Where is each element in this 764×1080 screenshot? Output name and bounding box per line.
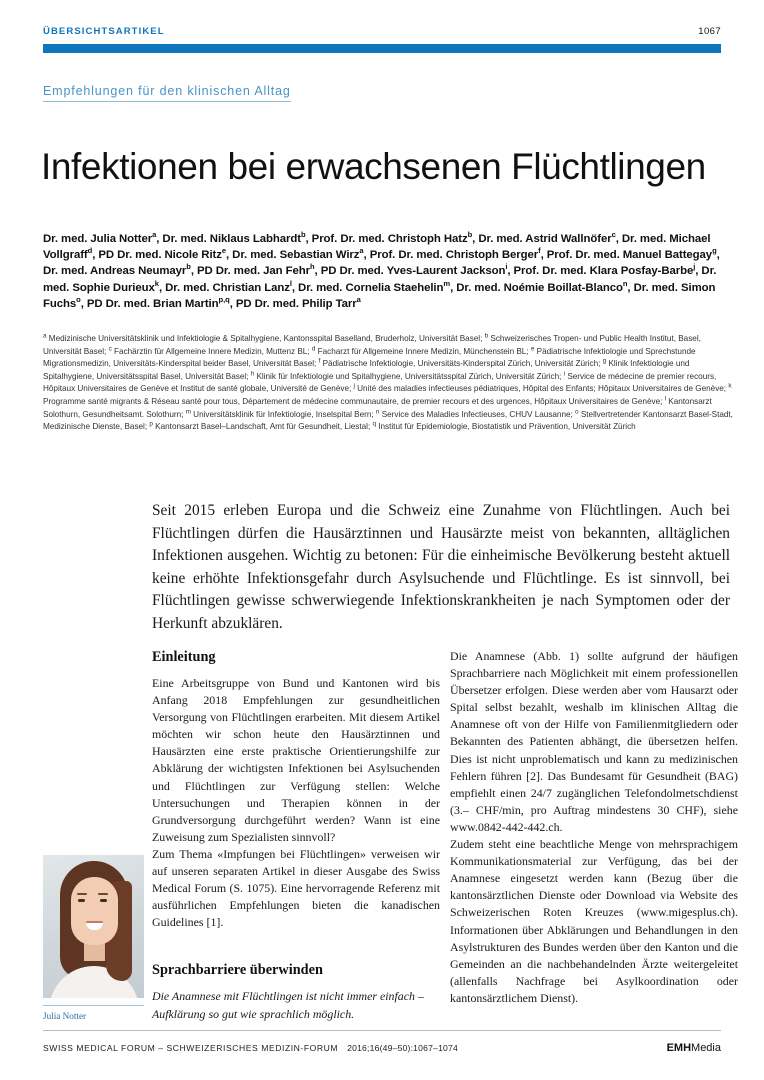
article-kicker: Empfehlungen für den klinischen Alltag: [43, 84, 291, 102]
author-photo: [43, 855, 144, 998]
running-head-rule: [43, 44, 721, 53]
body-column-left: [152, 648, 440, 1023]
photo-face: [71, 877, 118, 945]
left-paragraph-2: Zum Thema «Impfungen bei Flüchtlingen» verweisen wir auf unseren separaten Artikel in dieser Ausgabe des Swiss Medical Forum (S. 1075). Eine hervorragende Referenz mit ausführlichen Empfehlungen bieten die kanadischen Guidelines [1].: [152, 846, 440, 930]
page-footer: [43, 1042, 721, 1054]
lead-paragraph: Seit 2015 erleben Europa und die Schweiz eine Zunahme von Flüchtlingen. Auch bei Flüchtlingen dürfen die Hausärztinnen und Hausärzte meist von bekannten, alltäglichen Infektionen ausgehen. Wichtig zu betonen: Für die einheimische Bevölkerung besteht aktuell keine erhöhte Infektionsgefahr durch Asylsuchende und Flüchtlinge. Es ist sinnvoll, bei Flüchtlingen gewisse schwerwiegende Infektionskrankheiten je nach Symptomen oder der Herkunft abzuklären.: [152, 502, 730, 632]
footer-journal-title: SWISS MEDICAL FORUM – SCHWEIZERISCHES MEDIZIN-FORUM: [43, 1043, 339, 1053]
footer-divider: [43, 1030, 721, 1031]
affiliation-list: $^a$ Medizinische Universitätsklinik und Infektiologie & Spitalhygiene, Kantonsspital Baselland, Bruderholz, Universität Basel; $^b$ Schweizerisches Tropen- und Public Health Institut, Basel, Universität Basel; $^c$ Fachärztin für Allgemeine Innere Medizin, Muttenz BL; $^d$ Facharzt für Allgemeine Innere Medizin, Münchenstein BL; $^e$ Pädiatrische Infektiologie und Sprechstunde Migrationsmedizin, Universitäts-Kinderspital beider Basel, Universität Basel; $^f$ Pädiatrische Infektiologie, Universitäts-Kinderspital Zürich, Universität Zürich; $^g$ Klinik Infektiologie und Spitalhygiene, Universitätsspital Basel, Universität Basel; $^h$ Klinik für Infektiologie und Spitalhygiene, Universitätsspital Zürich, Universität Zürich; $^i$ Service de médecine de premier recours, Hôpitaux Universitaires de Genève et Institut de santé globale, Université de Genève; $^j$ Unité des maladies infectieuses pédiatriques, Hôpital des Enfants; Hôpitaux Universitaires de Genève; $^k$ Programme santé migrants & Réseau santé pour tous, Département de médecine communautaire, de premier recours et des urgences, Hôpitaux Universitaires de Genève; $^l$ Kantonsarzt Solothurn, Gesundheitsamt. Solothurn; $^m$ Universitätsklinik für Infektiologie, Inselspital Bern; $^n$ Service des Maladies Infectieuses, CHUV Lausanne; $^o$ Stellvertretender Kantonsarzt Basel-Stadt, Medizinische Dienste, Basel; $^p$ Kantonsarzt Basel–Landschaft, Amt für Gesundheit, Liestal; $^q$ Institut für Epidemiologie, Biostatistik und Prävention, Universität Zürich: [43, 332, 733, 432]
portrait-caption: Julia Notter: [43, 1011, 87, 1021]
running-head-label: ÜBERSICHTSARTIKEL: [43, 26, 165, 37]
publisher-logo: [667, 1042, 721, 1054]
photo-brow-left: [77, 893, 87, 895]
author-list: Dr. med. Julia Notter$^a$, Dr. med. Niklaus Labhardt$^b$, Prof. Dr. med. Christoph Hatz$^b$, Dr. med. Astrid Wallnöfer$^c$, Dr. med. Michael Vollgraff$^d$, PD Dr. med. Nicole Ritz$^e$, Dr. med. Sebastian Wirz$^a$, Prof. Dr. med. Christoph Berger$^f$, Prof. Dr. med. Manuel Battegay$^g$, Dr. med. Andreas Neumayr$^b$, PD Dr. med. Jan Fehr$^h$, PD Dr. med. Yves-Laurent Jackson$^i$, Prof. Dr. med. Klara Posfay-Barbe$^j$, Dr. med. Sophie Durieux$^k$, Dr. med. Christian Lanz$^l$, Dr. med. Cornelia Staehelin$^m$, Dr. med. Noémie Boillat-Blanco$^n$, Dr. med. Simon Fuchs$^o$, PD Dr. med. Brian Martin$^{p,q}$, PD Dr. med. Philip Tarr$^a$: [43, 230, 720, 310]
footer-journal-line: [43, 1043, 458, 1053]
publisher-media: Media: [691, 1042, 721, 1054]
left-paragraph-1: Eine Arbeitsgruppe von Bund und Kantonen wird bis Anfang 2018 Empfehlungen zur gesundheitlichen Versorgung von Flüchtlingen erarbeiten. Mit diesem Artikel möchten wir schon heute den Hausärztinnen und Hausärzten eine erste praktische Orientierungshilfe zur Abklärung der wichtigsten Infektionen bei Asylsuchenden und Flüchtlingen zur Verfügung stellen: Welche Untersuchungen und Therapien können in der Grundversorgung durchgeführt werden? Wann ist eine Zuweisung zum Spezialisten sinnvoll?: [152, 676, 440, 844]
right-paragraph-2: Zudem steht eine beachtliche Menge von mehrsprachigem Kommunikationsmaterial zur Verfügung, das bei der Anamnese eingesetzt werden kann (Bezug über die kantonsärztlichen Dienste oder Download via Website des Schweizerischen Roten Kreuzes (www.migesplus.ch). Informationen über Abklärungen und Behandlungen in den Asylstrukturen des Bundes werden über den Kanton und die Gemeinden an die nachbehandelnden Ärzte weitergeleitet (allenfalls Nachfrage bei Asylkoordination oder kantonsärztlichem Dienst).: [450, 837, 738, 1005]
body-column-right: [450, 648, 738, 1007]
section-heading-einleitung: Einleitung: [152, 649, 216, 665]
running-head: [43, 26, 721, 37]
publisher-emh: EMH: [666, 1042, 692, 1054]
footer-citation: 2016;16(49–50):1067–1074: [347, 1043, 458, 1053]
author-portrait-block: [43, 855, 144, 1023]
photo-eye-right: [100, 899, 107, 902]
page-number: 1067: [698, 26, 721, 37]
photo-eye-left: [78, 899, 85, 902]
photo-brow-right: [98, 893, 108, 895]
section-heading-sprachbarriere: Sprachbarriere überwinden: [152, 962, 323, 979]
page-title: Infektionen bei erwachsenen Flüchtlingen: [41, 145, 706, 187]
section-italic-lead: Die Anamnese mit Flüchtlingen ist nicht immer einfach – Aufklärung so gut wie sprachlich möglich.: [152, 989, 424, 1021]
right-paragraph-1: Die Anamnese (Abb. 1) sollte aufgrund der häufigen Sprachbarriere nach Möglichkeit mit einem professionellen Übersetzer erfolgen. Diese werden aber vom Hausarzt oder Spital selbst bezahlt, weshalb im klinischen Alltag die Anamnese oft von der Hilfe von Familienmitgliedern oder Bekannten des Patienten abhängt, die übersetzen helfen. Dies ist nicht unproblematisch und kann zu medizinischen Fehlern führen [2]. Das Bundesamt für Gesundheit (BAG) empfiehlt einen 24/7 zugänglichen Telefondolmetschdienst (3.– CHF/min, pro Auftrag mindestens 30 CHF), siehe www.0842-442-442.ch.: [450, 649, 738, 834]
